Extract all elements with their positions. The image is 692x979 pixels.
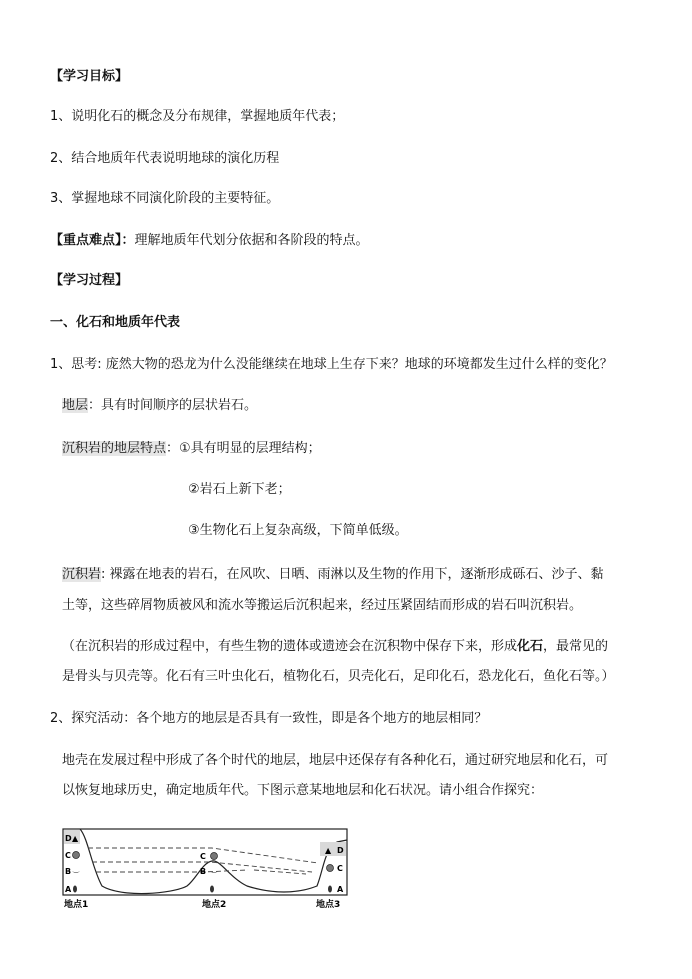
objective-item-1: 1、说明化石的概念及分布规律，掌握地质年代表； [50, 109, 345, 124]
fossil-icon-left-c [73, 852, 80, 859]
layer-label-left-a: A [65, 885, 72, 894]
fossil-text-1b: ，最常见的 [543, 639, 609, 654]
fossil-icon-mid-a [210, 886, 214, 893]
section-1-title: 一、化石和地质年代表 [50, 315, 181, 330]
fossil-icon-left-a [73, 886, 77, 893]
strata-definition [62, 397, 257, 415]
location-label-2: 地点2 [202, 900, 227, 910]
learning-objectives-heading: 【学习目标】 [50, 69, 129, 84]
fossil-icon-left-b [72, 871, 80, 873]
question-2-paragraph-line-2: 以恢复地球历史，确定地质年代。下图示意某地地层和化石状况。请小组合作探究： [62, 783, 544, 798]
key-points-label: 【重点难点】 [50, 233, 122, 248]
sedimentary-definition-line-1 [62, 566, 604, 584]
question-2-paragraph-line-1: 地壳在发展过程中形成了各个时代的地层，地层中还保存有各种化石，通过研究地层和化石，可 [62, 753, 609, 768]
sedimentary-definition-line-2: 土等，这些碎屑物质被风和流水等搬运后沉积起来，经过压紧固结而形成的岩石叫沉积岩。 [62, 598, 583, 613]
strata-text: ：具有时间顺序的层状岩石。 [88, 398, 258, 413]
fossil-paragraph-line-1 [62, 638, 608, 656]
question-1: 1、思考: 庞然大物的恐龙为什么没能继续在地球上生存下来？地球的环境都发生过什么样的变化？ [50, 357, 613, 372]
sedimentary-feature-3: ③生物化石上复杂高级，下简单低级。 [188, 523, 408, 538]
strata-fossil-diagram [62, 828, 352, 910]
layer-label-left-b: B [65, 867, 72, 876]
sedimentary-features-line-1 [62, 440, 321, 458]
fossil-icon-right-a [328, 886, 332, 893]
location-label-1: 地点1 [64, 900, 89, 910]
objective-item-3: 3、掌握地球不同演化阶段的主要特征。 [50, 191, 280, 206]
fossil-icon-right-d: ▲ [325, 846, 332, 855]
learning-process-heading: 【学习过程】 [50, 273, 129, 288]
layer-label-right-a: A [337, 885, 344, 894]
fossil-icon-right-c [327, 865, 334, 872]
sedimentary-feature-1: ：①具有明显的层理结构； [166, 441, 321, 456]
sedimentary-feature-2: ②岩石上新下老； [188, 482, 291, 497]
sedimentary-features-label: 沉积岩的地层特点 [62, 441, 167, 456]
fossil-term: 化石 [517, 639, 544, 654]
sedimentary-label: 沉积岩 [62, 567, 102, 582]
sedimentary-text-1: : 裸露在地表的岩石，在风吹、日晒、雨淋以及生物的作用下，逐渐形成砾石、沙子、黏 [101, 567, 604, 582]
layer-label-right-c: C [337, 864, 343, 873]
key-points-colon: ： [121, 233, 135, 248]
layer-label-right-d: D [337, 846, 344, 855]
key-points-line [50, 232, 369, 250]
key-points-text: 理解地质年代划分依据和各阶段的特点。 [134, 233, 369, 248]
layer-label-left-c: C [65, 851, 71, 860]
fossil-text-1a: （在沉积岩的形成过程中，有些生物的遗体或遗迹会在沉积物中保存下来，形成 [62, 639, 518, 654]
location-label-3: 地点3 [316, 900, 341, 910]
layer-label-left-d: D [65, 834, 72, 843]
strata-label: 地层 [62, 398, 89, 413]
fossil-paragraph-line-2: 是骨头与贝壳等。化石有三叶虫化石，植物化石，贝壳化石，足印化石，恐龙化石，鱼化石等。） [62, 669, 615, 684]
layer-label-mid-c: C [200, 852, 206, 861]
objective-item-2: 2、结合地质年代表说明地球的演化历程 [50, 151, 280, 166]
fossil-icon-left-d: ▲ [72, 834, 79, 843]
question-2: 2、探究活动：各个地方的地层是否具有一致性，即是各个地方的地层相同？ [50, 711, 488, 726]
layer-label-mid-b: B [200, 867, 207, 876]
fossil-icon-mid-c [211, 853, 218, 860]
